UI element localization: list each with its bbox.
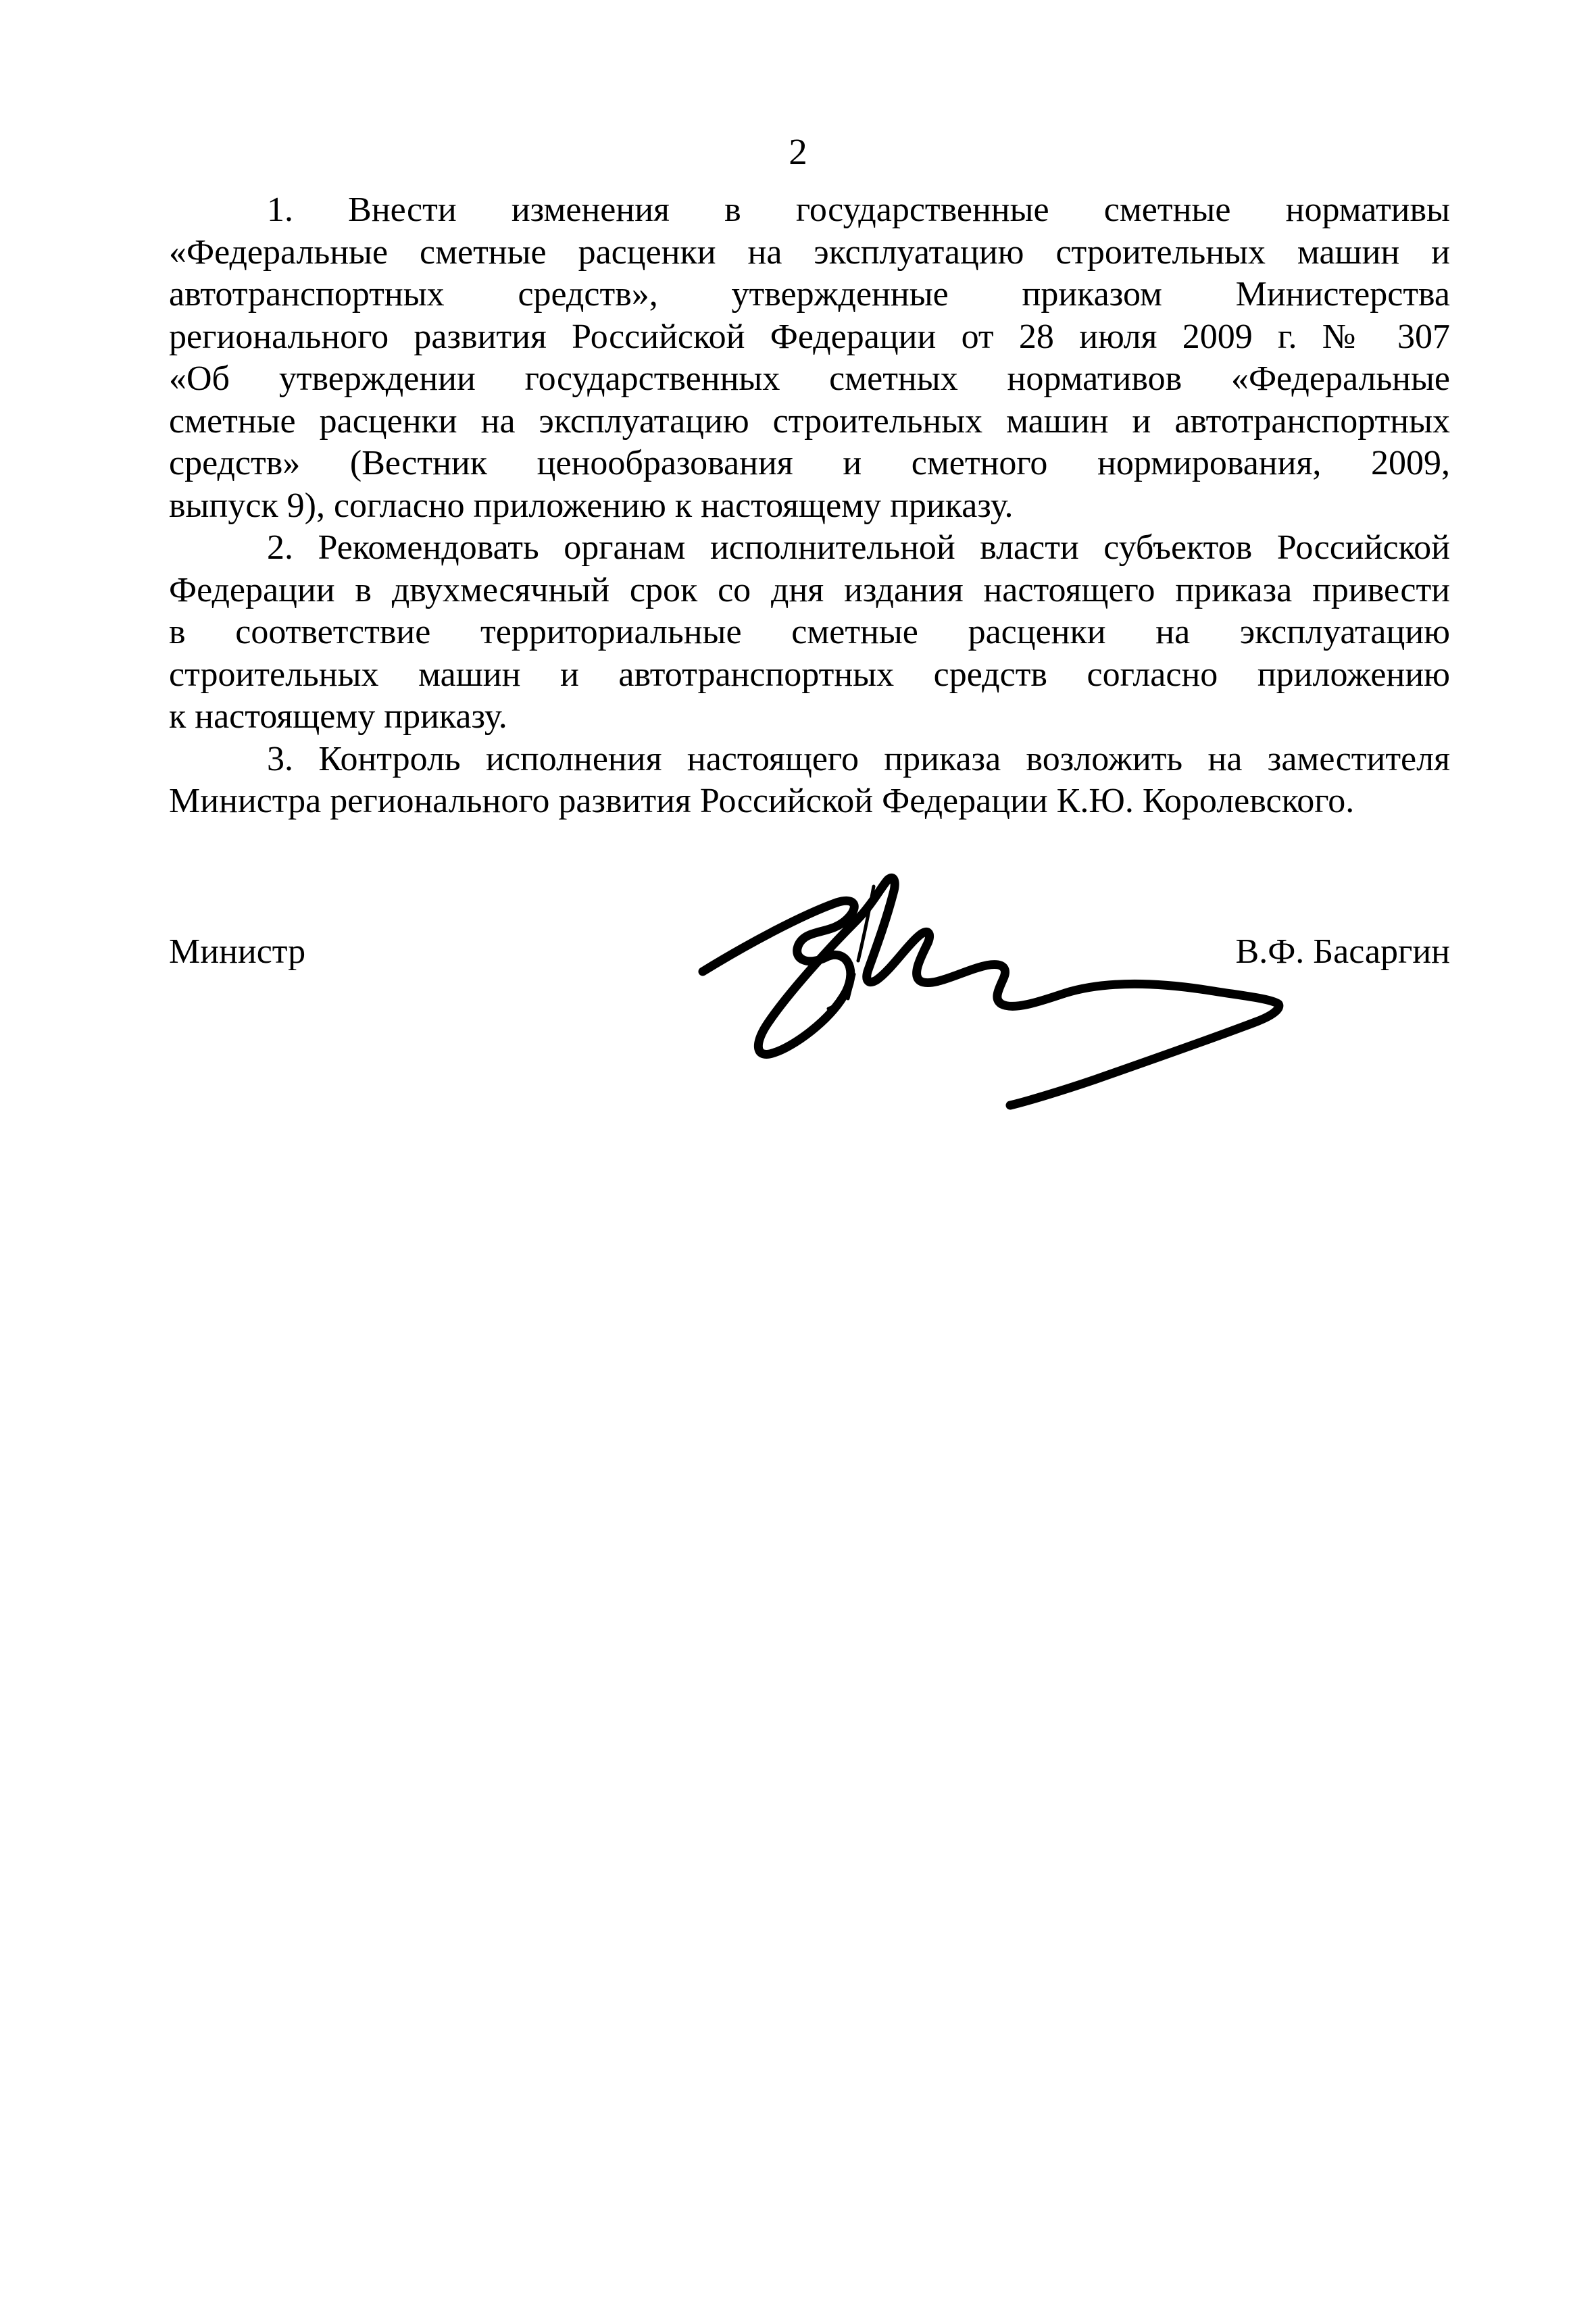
text-line: строительных машин и автотранспортных средств согласно приложению (169, 655, 1450, 694)
signature-stroke-main (703, 878, 1279, 1105)
text-line: Министра регионального развития Российской Федерации К.Ю. Королевского. (169, 782, 1355, 820)
text-line: сметные расценки на эксплуатацию строительных машин и автотранспортных (169, 401, 1450, 441)
text-line: «Федеральные сметные расценки на эксплуатацию строительных машин и (169, 232, 1450, 272)
signer-name: В.Ф. Басаргин (1235, 932, 1450, 971)
text-line: 1. Внести изменения в государственные сметные нормативы (267, 191, 1450, 229)
text-line: к настоящему приказу. (169, 697, 507, 736)
text-line: 3. Контроль исполнения настоящего приказа возложить на заместителя (267, 739, 1450, 778)
text-line: выпуск 9), согласно приложению к настоящему приказу. (169, 486, 1014, 525)
handwritten-signature (676, 845, 1318, 1115)
text-line: «Об утверждении государственных сметных нормативов «Федеральные (169, 359, 1450, 398)
document-body (169, 189, 1450, 823)
paragraph-3 (169, 738, 1450, 823)
text-line: Федерации в двухмесячный срок со дня издания настоящего приказа привести (169, 570, 1450, 609)
text-line: средств» (Вестник ценообразования и сметного нормирования, 2009, (169, 444, 1450, 482)
text-line: автотранспортных средств», утвержденные приказом Министерства (169, 275, 1450, 313)
text-line: 2. Рекомендовать органам исполнительной власти субъектов Российской (267, 528, 1450, 567)
page-number: 2 (789, 131, 807, 172)
signer-role: Министр (169, 932, 306, 971)
paragraph-1 (169, 189, 1450, 527)
text-line: регионального развития Российской Федерации от 28 июля 2009 г. № 307 (169, 317, 1450, 356)
text-line: в соответствие территориальные сметные расценки на эксплуатацию (169, 613, 1450, 651)
paragraph-2 (169, 527, 1450, 738)
